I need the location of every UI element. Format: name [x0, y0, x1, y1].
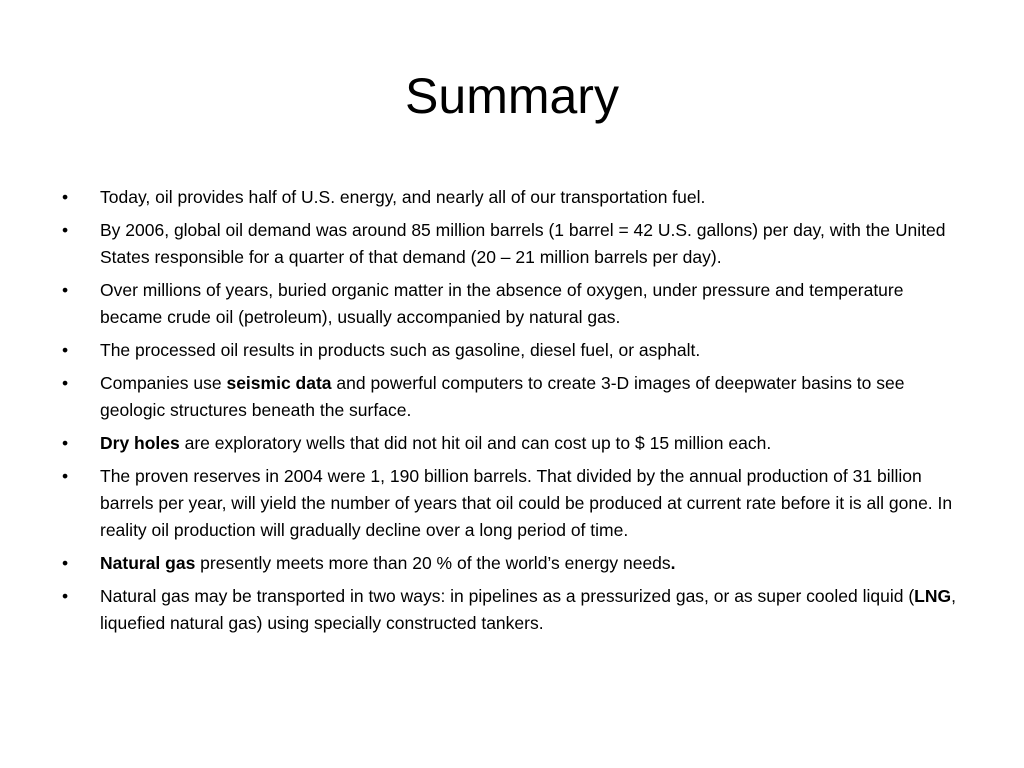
bullet-marker: • [62, 220, 69, 240]
bullet-bold-term: . [670, 553, 676, 573]
bullet-item [60, 184, 960, 211]
bullet-text [100, 586, 956, 633]
bullet-item [60, 277, 960, 331]
bullet-marker: • [62, 586, 69, 606]
bullet-text [100, 187, 705, 207]
bullet-marker: • [62, 340, 69, 360]
bullet-marker: • [62, 433, 69, 453]
bullet-text-segment: Natural gas may be transported in two ways: in pipelines as a pressurized gas, or as super cooled liquid ( [100, 586, 915, 606]
bullet-item [60, 583, 960, 637]
bullet-bold-term: LNG [914, 586, 952, 606]
bullet-marker: • [62, 187, 69, 207]
bullet-item [60, 217, 960, 271]
bullet-text [100, 220, 946, 267]
bullet-marker: • [62, 373, 69, 393]
bullet-text-segment: The processed oil results in products such as gasoline, diesel fuel, or asphalt. [100, 340, 701, 360]
bullet-text-segment: and powerful computers to create 3-D images of deepwater basins to see geologic structures beneath the surface. [100, 373, 905, 420]
bullet-item [60, 370, 960, 424]
bullet-bold-term: Natural gas [100, 553, 196, 573]
bullet-text-segment: are exploratory wells that did not hit oil and can cost up to $ 15 million each. [179, 433, 772, 453]
bullet-bold-term: Dry holes [100, 433, 180, 453]
bullet-item [60, 550, 960, 577]
bullet-text-segment: The proven reserves in 2004 were 1, 190 billion barrels. That divided by the annual production of 31 billion barrels per year, will yield the number of years that oil could be produced at current rate before it is all gone. In reality oil production will gradually decline over a long period of time. [100, 466, 953, 540]
bullet-text [100, 373, 904, 420]
bullet-marker: • [62, 280, 69, 300]
bullet-marker: • [62, 466, 69, 486]
bullet-text-segment: presently meets more than 20 % of the world’s energy needs [195, 553, 671, 573]
bullet-text-segment: By 2006, global oil demand was around 85 million barrels (1 barrel = 42 U.S. gallons) per day, with the United States responsible for a quarter of that demand (20 – 21 million barrels per day). [100, 220, 946, 267]
bullet-text [100, 340, 700, 360]
bullet-list [60, 184, 960, 643]
bullet-text-segment: Companies use [100, 373, 227, 393]
bullet-text [100, 466, 952, 540]
bullet-item [60, 463, 960, 544]
bullet-bold-term: seismic data [226, 373, 332, 393]
bullet-text-segment: , liquefied natural gas) using specially constructed tankers. [100, 586, 956, 633]
bullet-text [100, 553, 676, 573]
bullet-marker: • [62, 553, 69, 573]
bullet-text [100, 280, 903, 327]
bullet-text [100, 433, 771, 453]
bullet-text-segment: Today, oil provides half of U.S. energy, and nearly all of our transportation fuel. [100, 187, 706, 207]
bullet-text-segment: Over millions of years, buried organic matter in the absence of oxygen, under pressure and temperature became crude oil (petroleum), usually accompanied by natural gas. [100, 280, 904, 327]
bullet-item [60, 430, 960, 457]
bullet-item [60, 337, 960, 364]
slide-title: Summary [405, 68, 619, 124]
